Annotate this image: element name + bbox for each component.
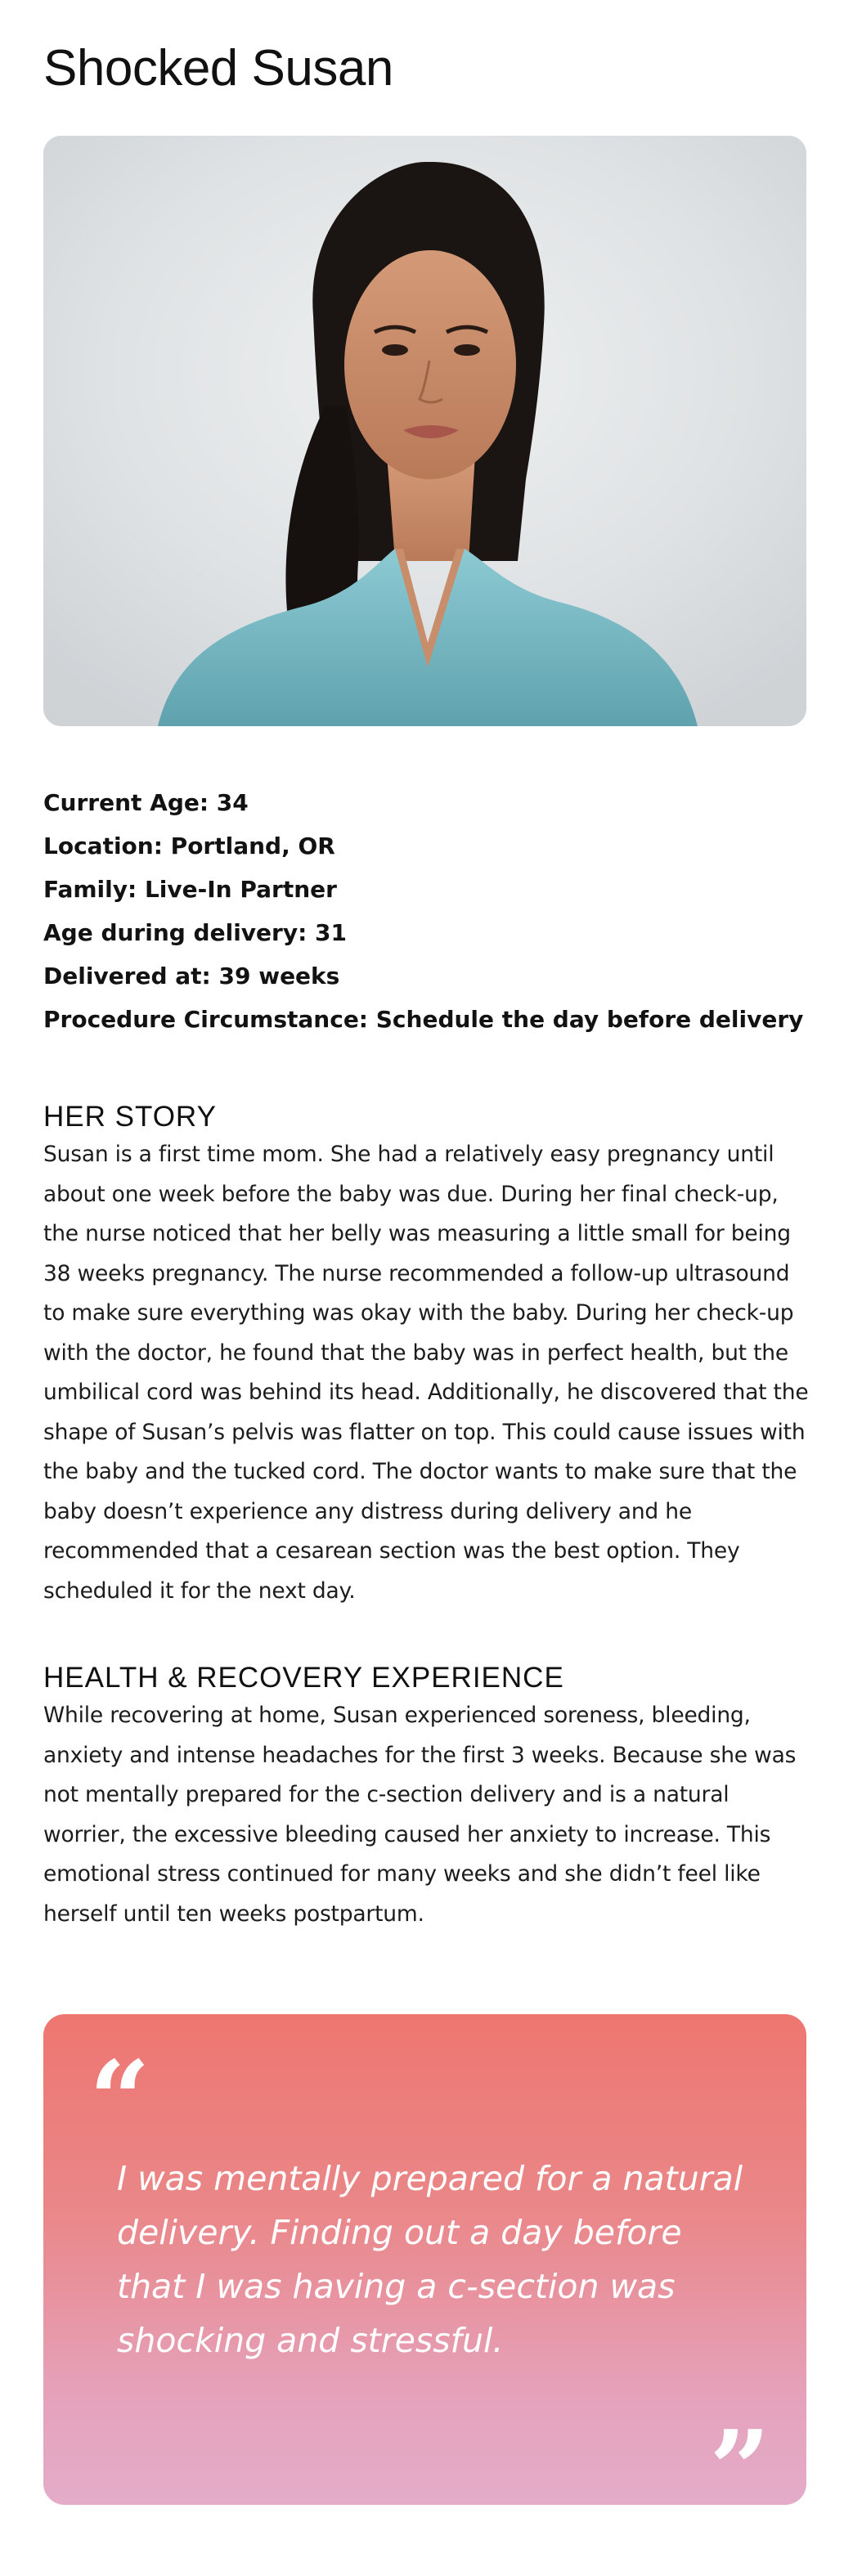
- fact-age-during-delivery: Age during delivery: 31: [43, 919, 347, 946]
- fact-family: Family: Live-In Partner: [43, 876, 337, 903]
- page-title: Shocked Susan: [43, 40, 393, 96]
- fact-procedure-circumstance: Procedure Circumstance: Schedule the day before delivery: [43, 1006, 804, 1033]
- health-body: While recovering at home, Susan experienced soreness, bleeding, anxiety and intense headaches for the first 3 weeks. Because she was not mentally prepared for the c-section delivery and is a natural worrier, the excessive bleeding caused her anxiety to increase. This emotional stress continued for many weeks and she didn’t feel like herself until ten weeks postpartum.: [43, 1703, 797, 1927]
- fact-delivered-at: Delivered at: 39 weeks: [43, 963, 340, 990]
- story-heading: HER STORY: [43, 1101, 217, 1133]
- quote-card: [43, 2014, 806, 2505]
- fact-current-age: Current Age: 34: [43, 789, 249, 816]
- open-quote-icon: “: [89, 2037, 150, 2162]
- quote-text: I was mentally prepared for a natural delivery. Finding out a day before that I was having a c-section was shocking and stressful.: [117, 2159, 743, 2360]
- health-heading: HEALTH & RECOVERY EXPERIENCE: [43, 1662, 564, 1694]
- close-quote-icon: ”: [709, 2407, 770, 2505]
- story-body: Susan is a first time mom. She had a relatively easy pregnancy until about one week before the baby was due. During her final check-up, the nurse noticed that her belly was measuring a little small for being 38 weeks pregnancy. The nurse recommended a follow-up ultrasound to make sure everything was okay with the baby. During her check-up with the doctor, he found that the baby was in perfect health, but the umbilical cord was behind its head. Additionally, he discovered that the shape of Susan’s pelvis was flatter on top. This could cause issues with the baby and the tucked cord. The doctor wants to make sure that the baby doesn’t experience any distress during delivery and he recommended that a cesarean section was the best option. They scheduled it for the next day.: [43, 1142, 809, 1604]
- portrait-photo: [43, 136, 806, 726]
- fact-location: Location: Portland, OR: [43, 832, 335, 859]
- persona-facts: [43, 781, 806, 1041]
- portrait-photo-icon: [43, 136, 806, 726]
